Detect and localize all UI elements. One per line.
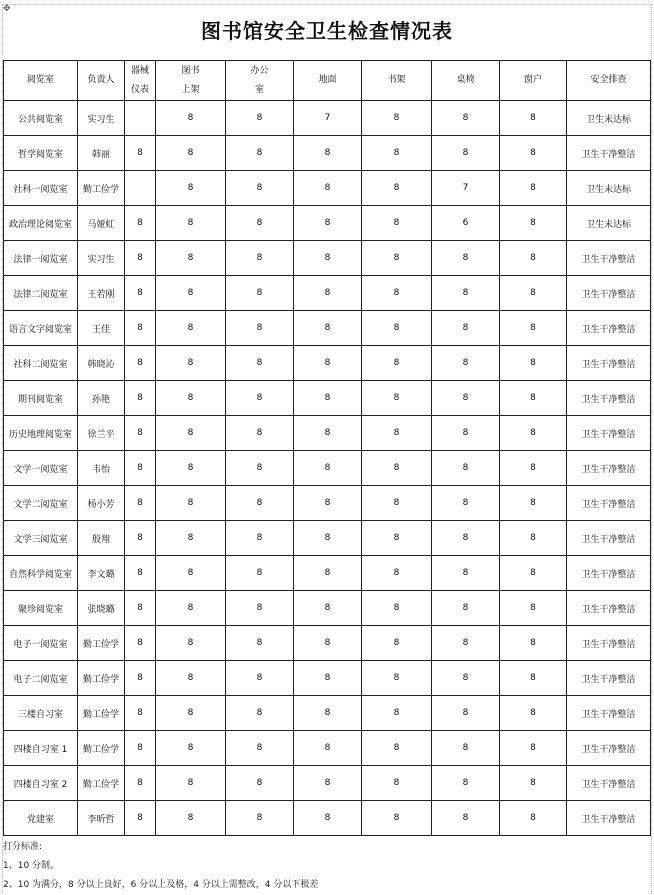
column-header-label: 器械 [130,65,149,76]
table-cell: 8 [226,486,294,521]
table-cell: 8 [226,381,294,416]
table-cell: 8 [362,206,432,241]
table-cell: 8 [226,241,294,276]
table-row [4,766,651,801]
table-cell: 8 [125,661,156,696]
table-cell: 8 [226,416,294,451]
table-cell: 卫生干净整洁 [567,731,651,766]
table-row [4,451,651,486]
table-cell: 8 [226,766,294,801]
table-row [4,381,651,416]
table-cell: 政治理论阅览室 [4,206,78,241]
table-cell: 8 [432,626,500,661]
table-cell: 电子二阅览室 [4,661,78,696]
table-cell: 8 [294,451,362,486]
table-cell: 8 [362,731,432,766]
table-cell: 8 [125,241,156,276]
table-cell: 8 [156,416,226,451]
table-row [4,591,651,626]
table-cell: 8 [294,626,362,661]
notes-line: 1、10 分制。 [3,861,60,871]
table-cell: 文学一阅览室 [4,451,78,486]
table-cell: 8 [432,521,500,556]
table-cell: 8 [500,241,567,276]
table-cell: 8 [432,486,500,521]
table-cell: 徐兰平 [78,416,125,451]
table-row [4,136,651,171]
table-cell: 8 [156,311,226,346]
table-cell: 8 [500,801,567,836]
table-cell: 8 [125,626,156,661]
table-cell: 8 [156,381,226,416]
table-cell: 勤工俭学 [78,696,125,731]
table-cell: 卫生干净整洁 [567,696,651,731]
table-row [4,311,651,346]
table-cell: 卫生干净整洁 [567,661,651,696]
table-cell: 8 [500,416,567,451]
table-cell: 8 [226,731,294,766]
column-header [362,61,432,101]
table-cell: 8 [500,766,567,801]
table-cell: 8 [156,171,226,206]
table-cell: 8 [362,486,432,521]
table-cell: 卫生未达标 [567,206,651,241]
column-header [432,61,500,101]
table-cell: 哲学阅览室 [4,136,78,171]
table-cell: 四楼自习室 1 [4,731,78,766]
table-cell: 8 [125,696,156,731]
table-cell: 8 [226,801,294,836]
table-row [4,731,651,766]
table-row [4,171,651,206]
table-cell: 实习生 [78,101,125,136]
table-cell: 8 [294,206,362,241]
column-header [78,61,125,101]
table-cell: 7 [294,101,362,136]
table-cell: 8 [156,451,226,486]
table-cell: 社科二阅览室 [4,346,78,381]
column-header-label: 仪表 [130,84,149,95]
table-cell: 8 [294,416,362,451]
table-cell: 殷翔 [78,521,125,556]
column-header-label: 室 [254,84,264,95]
table-header-row [4,61,651,101]
table-cell: 卫生干净整洁 [567,521,651,556]
column-header-label: 办公 [250,65,269,76]
table-cell: 8 [432,801,500,836]
table-cell: 8 [432,311,500,346]
table-cell: 8 [294,276,362,311]
table-cell: 8 [125,556,156,591]
table-cell: 8 [294,696,362,731]
table-cell: 8 [432,661,500,696]
table-cell: 8 [362,556,432,591]
column-header-label: 上架 [181,84,200,95]
table-row [4,556,651,591]
table-cell: 8 [294,591,362,626]
table-cell: 卫生干净整洁 [567,311,651,346]
table-cell: 8 [294,171,362,206]
table-cell: 8 [156,206,226,241]
table-cell: 8 [362,766,432,801]
table-cell: 张晓璐 [78,591,125,626]
table-cell: 8 [125,801,156,836]
table-cell: 8 [362,136,432,171]
column-header-label: 负责人 [87,75,115,85]
table-cell: 文学三阅览室 [4,521,78,556]
table-cell: 6 [432,206,500,241]
table-cell: 8 [125,206,156,241]
table-cell: 社科一阅览室 [4,171,78,206]
table-cell: 历史地理阅览室 [4,416,78,451]
table-cell [125,171,156,206]
table-cell: 8 [362,171,432,206]
table-cell: 8 [125,731,156,766]
table-cell: 8 [362,696,432,731]
table-cell: 8 [362,346,432,381]
table-cell: 8 [362,626,432,661]
column-header [500,61,567,101]
table-cell: 8 [226,311,294,346]
column-header [567,61,651,101]
table-cell: 8 [226,521,294,556]
table-cell: 聚珍阅览室 [4,591,78,626]
table-cell: 8 [432,346,500,381]
table-cell: 8 [432,696,500,731]
table-cell: 8 [226,696,294,731]
table-cell: 四楼自习室 2 [4,766,78,801]
table-cell: 8 [226,171,294,206]
table-cell: 8 [156,346,226,381]
table-cell: 8 [156,241,226,276]
table-cell: 8 [156,101,226,136]
table-cell: 8 [294,346,362,381]
table-cell: 8 [125,486,156,521]
table-cell: 8 [156,556,226,591]
table-cell: 8 [500,556,567,591]
table-cell: 李昕哲 [78,801,125,836]
table-cell: 卫生干净整洁 [567,591,651,626]
table-row [4,101,651,136]
table-cell: 8 [432,731,500,766]
table-cell: 8 [294,136,362,171]
column-header [4,61,78,101]
table-cell: 卫生干净整洁 [567,801,651,836]
inspection-table [3,60,651,836]
table-cell: 8 [156,696,226,731]
table-cell: 8 [362,521,432,556]
table-body [4,101,651,836]
table-cell: 8 [432,591,500,626]
table-cell: 8 [500,171,567,206]
table-cell: 卫生干净整洁 [567,766,651,801]
table-cell: 党建室 [4,801,78,836]
table-cell: 8 [294,486,362,521]
table-cell: 8 [432,556,500,591]
table-cell: 8 [362,241,432,276]
table-row [4,241,651,276]
table-cell: 勤工俭学 [78,731,125,766]
table-cell: 8 [362,801,432,836]
notes-line: 打分标准: [3,842,43,852]
table-row [4,661,651,696]
table-cell: 8 [432,136,500,171]
column-header-label: 书架 [387,75,406,85]
table-cell: 8 [125,346,156,381]
table-cell: 8 [362,416,432,451]
table-cell: 自然科学阅览室 [4,556,78,591]
table-cell: 8 [500,626,567,661]
column-header [125,61,156,101]
table-cell: 8 [226,591,294,626]
table-cell: 8 [125,136,156,171]
table-cell: 卫生干净整洁 [567,416,651,451]
table-cell: 8 [294,311,362,346]
table-cell: 8 [362,591,432,626]
table-cell: 8 [500,731,567,766]
table-cell: 8 [294,661,362,696]
table-cell: 8 [156,521,226,556]
column-header-label: 阅览室 [26,75,54,85]
page-title: 图书馆安全卫生检查情况表 [201,19,453,43]
table-cell: 8 [500,696,567,731]
table-cell: 8 [156,731,226,766]
table-cell: 8 [362,661,432,696]
table-cell: 8 [226,451,294,486]
table-cell: 8 [500,101,567,136]
table-row [4,521,651,556]
table-cell: 8 [156,136,226,171]
table-row [4,486,651,521]
table-cell: 8 [432,451,500,486]
table-cell: 卫生未达标 [567,171,651,206]
table-cell: 8 [226,101,294,136]
table-cell [125,101,156,136]
table-cell: 8 [432,381,500,416]
table-cell: 8 [226,276,294,311]
table-cell: 8 [156,626,226,661]
table-row [4,696,651,731]
table-cell: 8 [500,486,567,521]
table-cell: 电子一阅览室 [4,626,78,661]
table-cell: 8 [226,626,294,661]
table-row [4,206,651,241]
column-header-label: 桌椅 [456,75,475,85]
table-cell: 8 [432,766,500,801]
table-cell: 8 [500,521,567,556]
table-cell: 8 [156,661,226,696]
table-cell: 勤工俭学 [78,626,125,661]
table-cell: 卫生干净整洁 [567,486,651,521]
table-cell: 8 [362,311,432,346]
table-cell: 8 [432,276,500,311]
table-cell: 实习生 [78,241,125,276]
table-cell: 8 [156,801,226,836]
table-cell: 8 [125,521,156,556]
table-cell: 8 [294,556,362,591]
table-cell: 8 [362,276,432,311]
table-cell: 卫生未达标 [567,101,651,136]
table-cell: 期刊阅览室 [4,381,78,416]
table-cell: 卫生干净整洁 [567,276,651,311]
table-cell: 8 [500,206,567,241]
table-cell: 8 [500,136,567,171]
column-header [294,61,362,101]
table-row [4,346,651,381]
table-cell: 8 [125,276,156,311]
table-cell: 8 [362,381,432,416]
table-cell: 卫生干净整洁 [567,346,651,381]
table-cell: 8 [500,311,567,346]
table-cell: 8 [294,801,362,836]
table-cell: 8 [226,136,294,171]
table-cell: 法律一阅览室 [4,241,78,276]
table-cell: 韩晓沁 [78,346,125,381]
table-cell: 勤工俭学 [78,766,125,801]
table-row [4,416,651,451]
table-cell: 卫生干净整洁 [567,556,651,591]
table-cell: 卫生干净整洁 [567,241,651,276]
table-cell: 8 [432,416,500,451]
column-header-label: 地面 [318,75,337,85]
column-header [226,61,294,101]
table-cell: 杨小芳 [78,486,125,521]
table-cell: 王若刚 [78,276,125,311]
table-cell: 8 [226,661,294,696]
table-cell: 8 [226,206,294,241]
notes-line: 2、10 为满分，8 分以上良好，6 分以上及格，4 分以上需整改，4 分以下极差 [3,880,319,890]
table-cell: 8 [125,416,156,451]
table-cell: 李文璐 [78,556,125,591]
table-cell: 8 [294,521,362,556]
table-cell: 孙艳 [78,381,125,416]
table-cell: 8 [500,591,567,626]
table-cell: 韩丽 [78,136,125,171]
table-cell: 卫生干净整洁 [567,381,651,416]
table-cell: 8 [156,766,226,801]
table-cell: 8 [156,276,226,311]
table-cell: 7 [432,171,500,206]
table-row [4,276,651,311]
table-cell: 卫生干净整洁 [567,136,651,171]
table-cell: 8 [125,451,156,486]
scoring-notes [3,838,643,895]
column-header-label: 安全排查 [590,75,627,85]
table-cell: 卫生干净整洁 [567,451,651,486]
table-cell: 8 [226,346,294,381]
table-cell: 8 [500,276,567,311]
table-cell: 法律二阅览室 [4,276,78,311]
column-header-label: 窗户 [523,75,542,85]
table-cell: 8 [500,451,567,486]
column-header [156,61,226,101]
table-cell: 8 [294,241,362,276]
paragraph-anchor-icon: ✥ [3,4,11,14]
table-cell: 三楼自习室 [4,696,78,731]
table-cell: 韦怡 [78,451,125,486]
table-cell: 8 [294,766,362,801]
table-cell: 8 [125,381,156,416]
table-cell: 8 [432,241,500,276]
table-cell: 8 [432,101,500,136]
table-cell: 8 [125,766,156,801]
table-cell: 王佳 [78,311,125,346]
table-cell: 8 [500,346,567,381]
table-cell: 勤工俭学 [78,661,125,696]
table-cell: 8 [226,556,294,591]
column-header-label: 图书 [181,65,200,76]
table-cell: 勤工俭学 [78,171,125,206]
table-cell: 马娅虹 [78,206,125,241]
table-cell: 8 [362,451,432,486]
table-cell: 8 [156,591,226,626]
table-cell: 8 [500,381,567,416]
table-cell: 8 [156,486,226,521]
table-cell: 8 [500,661,567,696]
table-cell: 8 [294,381,362,416]
table-cell: 8 [125,311,156,346]
table-row [4,626,651,661]
table-cell: 8 [125,591,156,626]
table-cell: 卫生干净整洁 [567,626,651,661]
table-cell: 文学二阅览室 [4,486,78,521]
table-cell: 8 [294,731,362,766]
table-row [4,801,651,836]
table-cell: 8 [362,101,432,136]
table-cell: 公共阅览室 [4,101,78,136]
table-cell: 语言文字阅览室 [4,311,78,346]
